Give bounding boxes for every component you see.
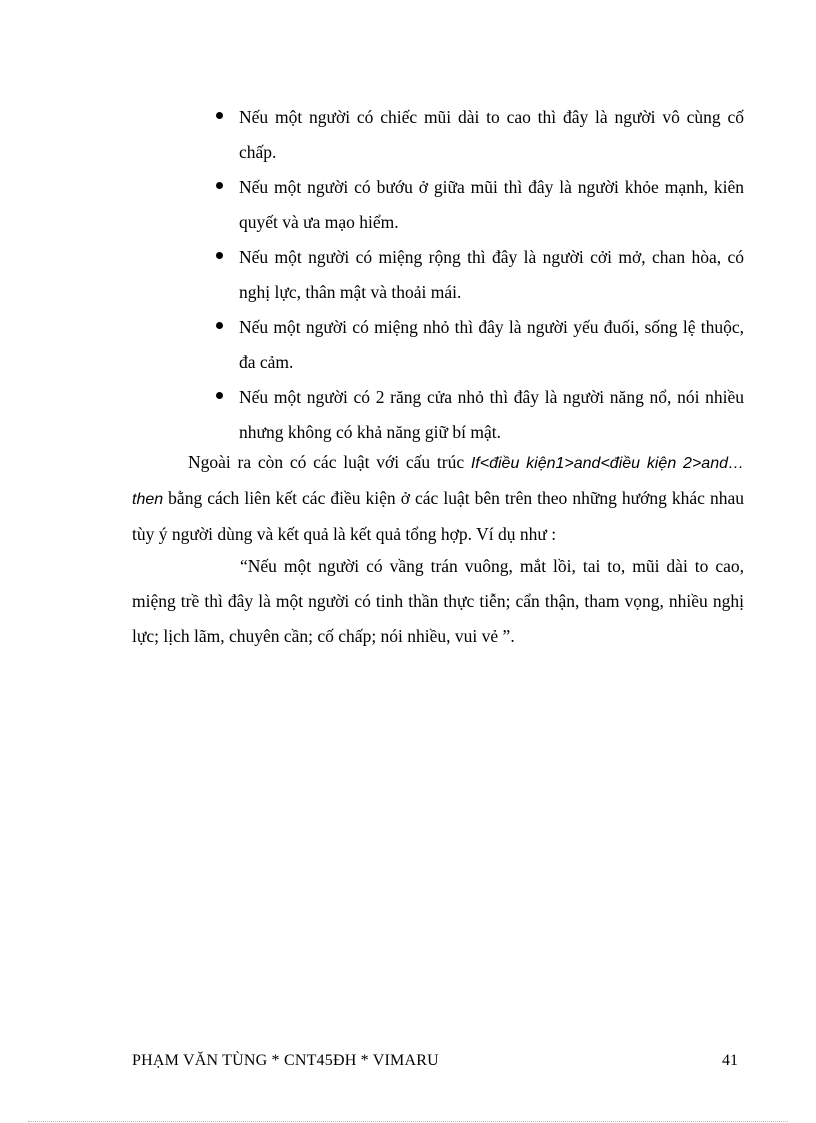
- bullet-text: Nếu một người có miệng nhỏ thì đây là người yếu đuối, sống lệ thuộc, đa cảm.: [239, 317, 744, 372]
- bullet-item: [212, 100, 744, 170]
- rules-paragraph: [132, 445, 744, 552]
- bullet-dot-icon: [216, 112, 223, 119]
- bullet-dot-icon: [216, 322, 223, 329]
- bullet-text: Nếu một người có chiếc mũi dài to cao thì đây là người vô cùng cố chấp.: [239, 107, 744, 162]
- page-number: 41: [722, 1052, 738, 1069]
- bullet-dot-icon: [216, 392, 223, 399]
- bullet-item: [212, 380, 744, 450]
- rule-structure-syntax: If<điều kiện1>and<điều kiện 2>and…then: [132, 455, 744, 508]
- rules-paragraph-rest: bằng cách liên kết các điều kiện ở các luật bên trên theo những hướng khác nhau tùy ý người dùng và kết quả là kết quả tổng hợp. Ví dụ như :: [132, 488, 744, 544]
- bullet-item: [212, 310, 744, 380]
- bullet-item: [212, 170, 744, 240]
- bullet-item: [212, 240, 744, 310]
- bullet-dot-icon: [216, 252, 223, 259]
- footer-author: PHẠM VĂN TÙNG * CNT45ĐH * VIMARU: [132, 1052, 439, 1069]
- rules-paragraph-intro: Ngoài ra còn có các luật với cấu trúc: [188, 452, 471, 472]
- bullet-text: Nếu một người có 2 răng cửa nhỏ thì đây là người năng nổ, nói nhiều nhưng không có khả năng giữ bí mật.: [239, 387, 744, 442]
- example-quote: “Nếu một người có vầng trán vuông, mắt lồi, tai to, mũi dài to cao, miệng trề thì đây là một người có tinh thần thực tiễn; cẩn thận, tham vọng, nhiều nghị lực; lịch lãm, chuyên cần; cố chấp; nói nhiều, vui vẻ ”.: [132, 556, 744, 646]
- bullet-text: Nếu một người có bướu ở giữa mũi thì đây là người khỏe mạnh, kiên quyết và ưa mạo hiểm.: [239, 177, 744, 232]
- bullet-text: Nếu một người có miệng rộng thì đây là người cởi mở, chan hòa, có nghị lực, thân mật và thoải mái.: [239, 247, 744, 302]
- bullet-list: [212, 100, 744, 450]
- bullet-dot-icon: [216, 182, 223, 189]
- page-bottom-divider: [28, 1121, 788, 1122]
